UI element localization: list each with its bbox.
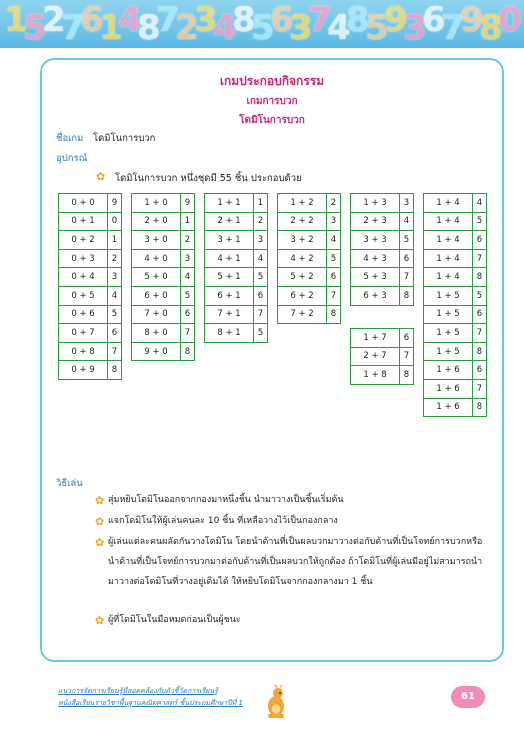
domino-row: [205, 231, 268, 250]
domino-expression: 3 + 0: [132, 231, 181, 250]
header-digit: 8: [479, 8, 503, 48]
domino-answer: 2: [327, 194, 341, 213]
domino-answer: 8: [473, 342, 487, 361]
flower-bullet-icon: ✿: [95, 614, 105, 627]
domino-expression: 0 + 5: [59, 286, 108, 305]
domino-expression: 3 + 1: [205, 231, 254, 250]
domino-row: [132, 194, 195, 213]
domino-answer: 7: [400, 268, 414, 287]
domino-expression: 0 + 3: [59, 249, 108, 268]
header-digit: 2: [175, 8, 199, 48]
domino-row: [132, 324, 195, 343]
domino-answer: 4: [254, 249, 268, 268]
domino-row: [132, 305, 195, 324]
header-digit: 1: [99, 8, 123, 48]
footer-line-2: หนังสือเรียนรายวิชาพื้นฐานคณิตศาสตร์ ชั้นประถมศึกษาปีที่ 1: [58, 699, 243, 707]
domino-row: [132, 342, 195, 361]
header-digit: 7: [308, 0, 332, 40]
domino-row: [205, 324, 268, 343]
header-digit: 5: [251, 8, 275, 48]
domino-expression: 0 + 9: [59, 361, 108, 380]
domino-answer: 3: [108, 268, 122, 287]
page-title: เกมประกอบกิจกรรม: [219, 74, 325, 88]
domino-row: [351, 194, 414, 213]
page-subtitle: เกมการบวก: [246, 96, 298, 107]
domino-answer: 6: [254, 286, 268, 305]
header-digit: 3: [289, 8, 313, 48]
domino-table: [277, 193, 341, 324]
domino-answer: 8: [108, 361, 122, 380]
header-digit: 4: [118, 0, 142, 40]
header-digit: 7: [156, 0, 180, 40]
header-digit: 2: [42, 0, 66, 40]
header-digit: 5: [365, 8, 389, 48]
domino-row: [278, 231, 341, 250]
domino-answer: 8: [473, 268, 487, 287]
domino-row: [205, 286, 268, 305]
domino-answer: 4: [473, 194, 487, 213]
domino-expression: 1 + 7: [351, 329, 400, 348]
domino-answer: 1: [181, 212, 195, 231]
kangaroo-icon: [262, 684, 290, 720]
domino-answer: 6: [473, 305, 487, 324]
domino-expression: 3 + 2: [278, 231, 327, 250]
domino-expression: 1 + 8: [351, 366, 400, 385]
domino-row: [351, 286, 414, 305]
domino-row: [351, 231, 414, 250]
domino-answer: 7: [108, 342, 122, 361]
domino-row: [278, 305, 341, 324]
domino-expression: 0 + 7: [59, 324, 108, 343]
header-digit: 9: [460, 0, 484, 40]
domino-row: [351, 329, 414, 348]
domino-answer: 7: [473, 249, 487, 268]
domino-expression: 1 + 5: [424, 324, 473, 343]
domino-expression: 6 + 3: [351, 286, 400, 305]
domino-row: [424, 305, 487, 324]
domino-expression: 5 + 1: [205, 268, 254, 287]
domino-expression: 1 + 0: [132, 194, 181, 213]
domino-row: [351, 366, 414, 385]
top-decorative-band: [0, 0, 524, 48]
equipment-text: โดมิโนการบวก หนึ่งชุดมี 55 ชิ้น ประกอบด้วย: [115, 173, 302, 184]
flower-bullet-icon: ✿: [95, 515, 105, 528]
domino-row: [351, 268, 414, 287]
domino-expression: 4 + 0: [132, 249, 181, 268]
domino-expression: 6 + 1: [205, 286, 254, 305]
domino-expression: 2 + 2: [278, 212, 327, 231]
domino-answer: 2: [108, 249, 122, 268]
header-digit: 8: [346, 0, 370, 40]
domino-expression: 1 + 2: [278, 194, 327, 213]
domino-expression: 8 + 1: [205, 324, 254, 343]
domino-expression: 1 + 4: [424, 231, 473, 250]
domino-row: [132, 249, 195, 268]
domino-answer: 2: [181, 231, 195, 250]
domino-answer: 1: [108, 231, 122, 250]
domino-row: [424, 212, 487, 231]
domino-row: [59, 324, 122, 343]
domino-expression: 1 + 4: [424, 249, 473, 268]
domino-expression: 4 + 3: [351, 249, 400, 268]
domino-expression: 7 + 0: [132, 305, 181, 324]
domino-expression: 6 + 0: [132, 286, 181, 305]
domino-expression: 2 + 0: [132, 212, 181, 231]
domino-row: [424, 361, 487, 380]
domino-expression: 2 + 3: [351, 212, 400, 231]
domino-expression: 0 + 4: [59, 268, 108, 287]
domino-answer: 4: [400, 212, 414, 231]
domino-answer: 8: [400, 366, 414, 385]
header-digit: 8: [137, 8, 161, 48]
domino-answer: 5: [327, 249, 341, 268]
domino-expression: 1 + 6: [424, 361, 473, 380]
domino-answer: 7: [400, 347, 414, 366]
domino-expression: 1 + 4: [424, 212, 473, 231]
domino-answer: 3: [327, 212, 341, 231]
domino-expression: 1 + 1: [205, 194, 254, 213]
domino-answer: 1: [254, 194, 268, 213]
domino-answer: 5: [254, 324, 268, 343]
header-digit: 3: [403, 8, 427, 48]
domino-row: [205, 305, 268, 324]
domino-row: [59, 342, 122, 361]
domino-answer: 9: [108, 194, 122, 213]
domino-table: [58, 193, 122, 380]
domino-expression: 5 + 2: [278, 268, 327, 287]
domino-answer: 2: [254, 212, 268, 231]
domino-expression: 8 + 0: [132, 324, 181, 343]
domino-expression: 1 + 5: [424, 286, 473, 305]
domino-row: [351, 347, 414, 366]
domino-expression: 6 + 2: [278, 286, 327, 305]
domino-answer: 7: [181, 324, 195, 343]
rule-item: แจกโดมิโนให้ผู้เล่นคนละ 10 ชิ้น ที่เหลือวางไว้เป็นกองกลาง: [108, 516, 338, 526]
how-to-play-label: วิธีเล่น: [56, 478, 83, 489]
domino-row: [205, 194, 268, 213]
flower-bullet-icon: ✿: [95, 536, 105, 549]
domino-answer: 5: [181, 286, 195, 305]
domino-row: [132, 286, 195, 305]
header-digit: 7: [61, 8, 85, 48]
domino-row: [59, 212, 122, 231]
domino-answer: 7: [254, 305, 268, 324]
domino-row: [278, 286, 341, 305]
domino-answer: 6: [473, 361, 487, 380]
header-digit: 6: [80, 0, 104, 40]
domino-row: [205, 268, 268, 287]
domino-table: [131, 193, 195, 361]
domino-expression: 7 + 1: [205, 305, 254, 324]
domino-row: [424, 286, 487, 305]
header-digit: 6: [270, 0, 294, 40]
domino-answer: 8: [327, 305, 341, 324]
domino-row: [424, 268, 487, 287]
domino-expression: 0 + 2: [59, 231, 108, 250]
footer-line-1: แนวการจัดการเรียนรู้ที่สอดคล้องกับตัวชี้วัดการเรียนรู้: [58, 687, 218, 695]
domino-row: [59, 231, 122, 250]
domino-expression: 1 + 5: [424, 305, 473, 324]
domino-answer: 6: [181, 305, 195, 324]
domino-answer: 5: [254, 268, 268, 287]
rule-item: สุ่มหยิบโดมิโนออกจากกองมาหนึ่งชิ้น นำมาวางเป็นชิ้นเริ่มต้น: [108, 495, 344, 505]
domino-row: [205, 212, 268, 231]
domino-expression: 2 + 7: [351, 347, 400, 366]
domino-expression: 1 + 3: [351, 194, 400, 213]
domino-expression: 4 + 2: [278, 249, 327, 268]
page-number-badge: 61: [451, 686, 485, 708]
header-digit: 3: [194, 0, 218, 40]
domino-row: [424, 249, 487, 268]
domino-row: [424, 398, 487, 417]
header-digit: 5: [23, 8, 47, 48]
header-digit: 0: [498, 0, 522, 40]
domino-row: [278, 268, 341, 287]
domino-row: [424, 324, 487, 343]
game-title: โดมิโนการบวก: [239, 115, 305, 126]
domino-expression: 1 + 6: [424, 398, 473, 417]
domino-expression: 0 + 6: [59, 305, 108, 324]
domino-answer: 4: [327, 231, 341, 250]
domino-answer: 6: [400, 249, 414, 268]
domino-expression: 9 + 0: [132, 342, 181, 361]
domino-expression: 5 + 3: [351, 268, 400, 287]
domino-answer: 5: [473, 212, 487, 231]
header-digit: 4: [327, 8, 351, 48]
domino-row: [205, 249, 268, 268]
domino-row: [424, 379, 487, 398]
domino-table: [350, 328, 414, 385]
domino-row: [278, 249, 341, 268]
flower-bullet-icon: ✿: [96, 170, 106, 183]
domino-expression: 5 + 0: [132, 268, 181, 287]
domino-expression: 1 + 4: [424, 194, 473, 213]
domino-expression: 0 + 0: [59, 194, 108, 213]
game-name-value: โดมิโนการบวก: [93, 133, 156, 144]
domino-row: [424, 231, 487, 250]
domino-answer: 6: [327, 268, 341, 287]
domino-row: [351, 249, 414, 268]
domino-answer: 5: [473, 286, 487, 305]
domino-row: [59, 249, 122, 268]
domino-answer: 5: [108, 305, 122, 324]
header-digit: 4: [213, 8, 237, 48]
domino-table: [204, 193, 268, 343]
domino-expression: 1 + 4: [424, 268, 473, 287]
domino-row: [132, 231, 195, 250]
domino-row: [59, 194, 122, 213]
domino-expression: 2 + 1: [205, 212, 254, 231]
header-digit: 1: [4, 0, 28, 40]
rule-item: ผู้เล่นแต่ละคนผลัดกันวางโดมิโน โดยนำด้านที่เป็นผลบวกมาวางต่อกับด้านที่เป็นโจทย์การบวกหรือนำด้านที่เป็นโจทย์การบวกมาต่อกับด้านที่เป็นผลบวกให้ถูกต้อง ถ้าโดมิโนที่ผู้เล่นมีอยู่ไม่สามารถนำมาวางต่อโดมิโนที่วางอยู่เดิมได้ ให้หยิบโดมิโนจากกองกลางมา 1 ชิ้น: [108, 537, 483, 587]
domino-row: [59, 286, 122, 305]
domino-answer: 8: [473, 398, 487, 417]
domino-row: [132, 212, 195, 231]
flower-bullet-icon: ✿: [95, 494, 105, 507]
domino-answer: 7: [473, 324, 487, 343]
domino-expression: 1 + 6: [424, 379, 473, 398]
domino-answer: 7: [473, 379, 487, 398]
domino-row: [278, 194, 341, 213]
header-digit: 6: [422, 0, 446, 40]
rule-item: ผู้ที่โดมิโนในมือหมดก่อนเป็นผู้ชนะ: [108, 615, 241, 625]
domino-answer: 8: [181, 342, 195, 361]
domino-expression: 1 + 5: [424, 342, 473, 361]
domino-table: [423, 193, 487, 417]
header-digit: 8: [232, 0, 256, 40]
domino-answer: 6: [473, 231, 487, 250]
header-digit: 7: [441, 8, 465, 48]
domino-answer: 5: [400, 231, 414, 250]
domino-row: [351, 212, 414, 231]
domino-table: [350, 193, 414, 306]
domino-row: [59, 268, 122, 287]
domino-answer: 4: [108, 286, 122, 305]
equipment-label: อุปกรณ์: [56, 153, 88, 164]
domino-answer: 3: [254, 231, 268, 250]
domino-row: [59, 305, 122, 324]
domino-answer: 6: [400, 329, 414, 348]
domino-answer: 0: [108, 212, 122, 231]
domino-expression: 4 + 1: [205, 249, 254, 268]
domino-row: [424, 194, 487, 213]
domino-answer: 3: [400, 194, 414, 213]
domino-row: [278, 212, 341, 231]
domino-answer: 6: [108, 324, 122, 343]
domino-expression: 3 + 3: [351, 231, 400, 250]
domino-answer: 9: [181, 194, 195, 213]
domino-answer: 8: [400, 286, 414, 305]
domino-answer: 3: [181, 249, 195, 268]
domino-row: [424, 342, 487, 361]
game-name-label: ชื่อเกม: [56, 133, 84, 144]
header-digit: 9: [384, 0, 408, 40]
domino-row: [132, 268, 195, 287]
domino-answer: 7: [327, 286, 341, 305]
domino-expression: 0 + 1: [59, 212, 108, 231]
domino-expression: 0 + 8: [59, 342, 108, 361]
domino-row: [59, 361, 122, 380]
domino-answer: 4: [181, 268, 195, 287]
domino-expression: 7 + 2: [278, 305, 327, 324]
